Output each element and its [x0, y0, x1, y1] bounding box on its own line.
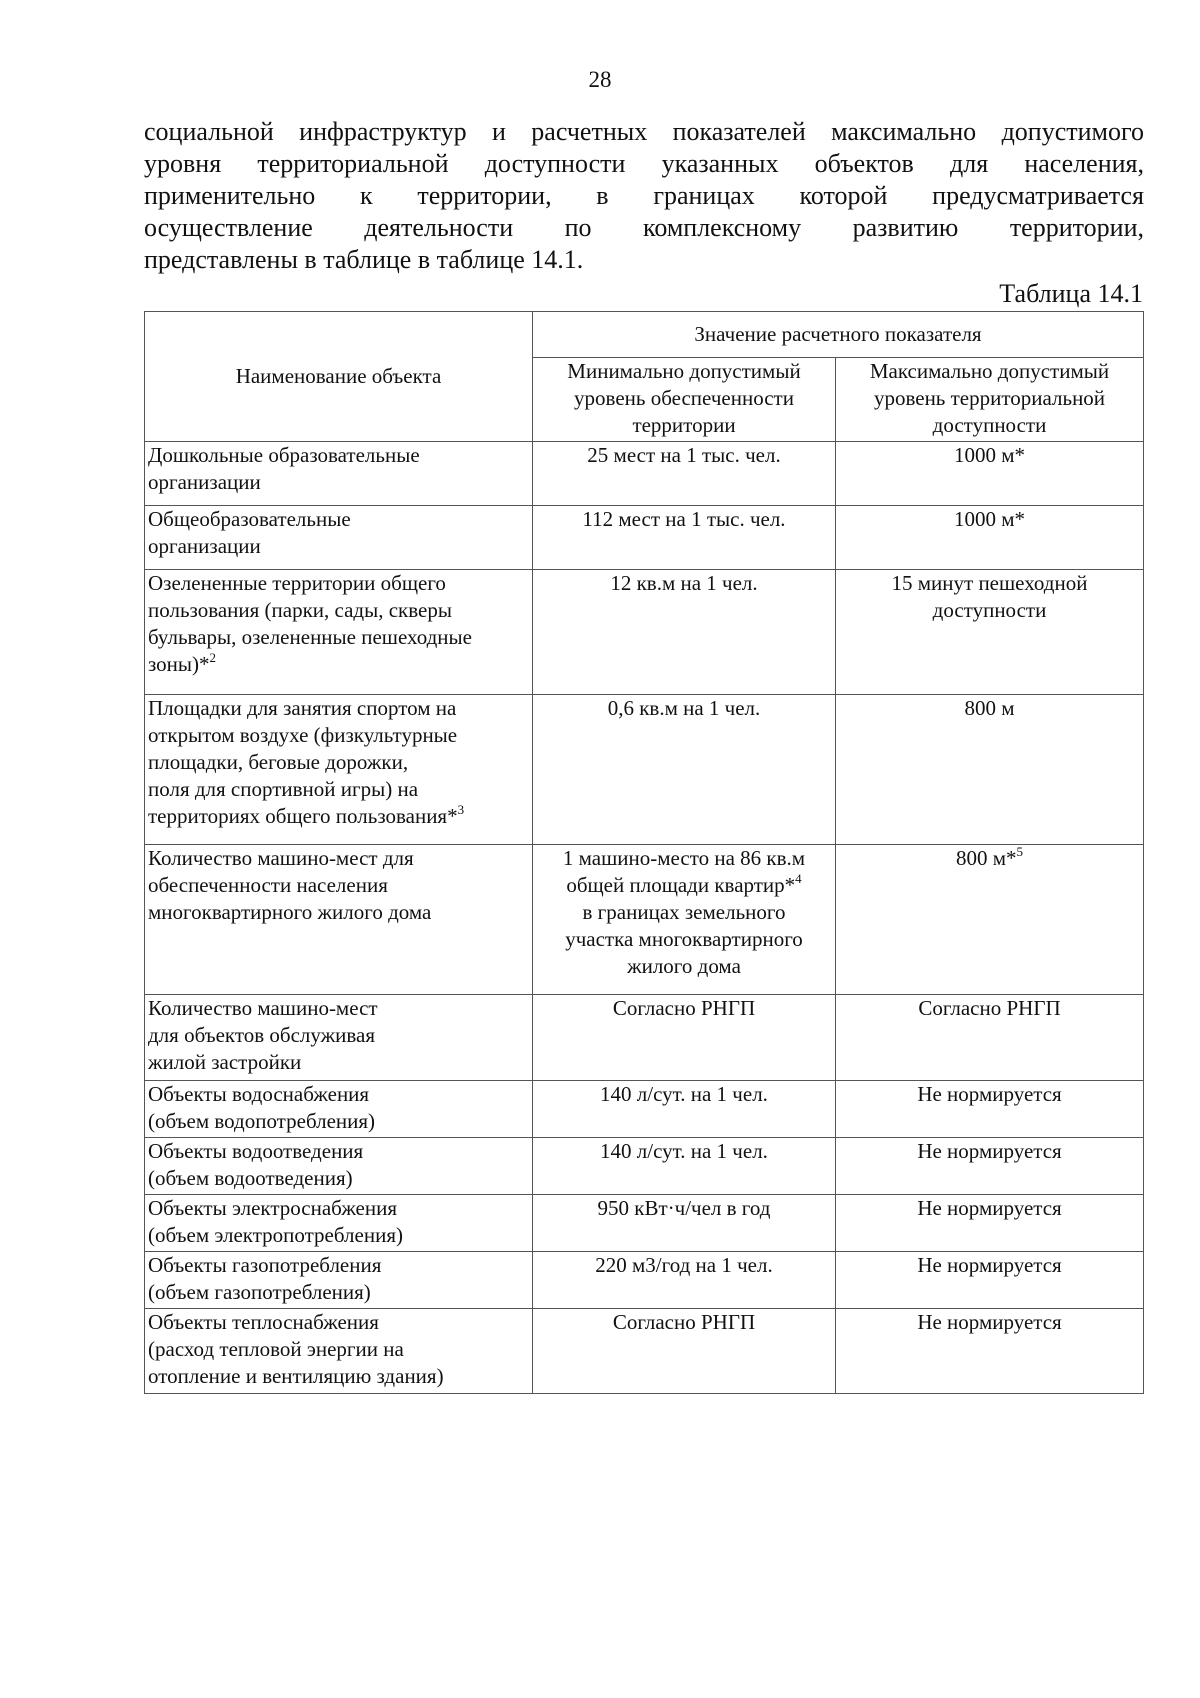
cell-line: 25 мест на 1 тыс. чел.: [587, 443, 781, 467]
cell-line: Объекты газопотребления: [148, 1253, 382, 1277]
cell-line: открытом воздухе (физкультурные: [148, 723, 458, 747]
cell-object-name: [145, 1138, 533, 1195]
cell-line: 1000 м*: [953, 507, 1026, 531]
table-row: [145, 570, 1144, 695]
cell-object-name: [145, 1081, 533, 1138]
cell-min-value: [533, 1138, 836, 1195]
cell-line: 140 л/сут. на 1 чел.: [600, 1082, 768, 1106]
table-row: [145, 1138, 1144, 1195]
cell-line: Объекты водоснабжения: [148, 1082, 370, 1106]
cell-line: (объем электропотребления): [148, 1223, 403, 1247]
cell-line: Не нормируется: [917, 1310, 1062, 1334]
cell-line: (объем водоотведения): [148, 1166, 353, 1190]
column-header-name: Наименование объекта: [145, 312, 533, 442]
cell-min-value: [533, 845, 836, 995]
cell-line: 0,6 кв.м на 1 чел.: [607, 696, 761, 720]
cell-line: Площадки для занятия спортом на: [148, 696, 457, 720]
cell-line: Не нормируется: [917, 1253, 1062, 1277]
cell-line: Согласно РНГП: [612, 1310, 756, 1334]
cell-min-value: [533, 1195, 836, 1252]
cell-line: 1 машино-место на 86 кв.м: [562, 846, 806, 870]
cell-line: Согласно РНГП: [918, 996, 1061, 1020]
table-row: [145, 1195, 1144, 1252]
cell-line: 1000 м*: [953, 443, 1026, 467]
table-row: [145, 442, 1144, 506]
cell-max-value: [836, 1081, 1144, 1138]
cell-line: доступности: [932, 598, 1047, 622]
cell-line: для объектов обслуживая: [148, 1023, 375, 1047]
table-caption: Таблица 14.1: [999, 279, 1143, 308]
cell-object-name: [145, 506, 533, 570]
cell-min-value: [533, 695, 836, 845]
cell-min-value: [533, 1081, 836, 1138]
cell-line: (объем водопотребления): [148, 1109, 376, 1133]
cell-max-value: [836, 570, 1144, 695]
cell-line: (объем газопотребления): [148, 1280, 371, 1304]
cell-line: бульвары, озелененные пешеходные: [148, 625, 472, 649]
table-row: [145, 995, 1144, 1081]
footnote-mark: 2: [209, 650, 217, 665]
cell-min-value: [533, 1309, 836, 1394]
cell-min-value: [533, 1252, 836, 1309]
cell-line: отопление и вентиляцию здания): [148, 1364, 444, 1388]
cell-line: жилого дома: [627, 954, 741, 978]
cell-line: 950 кВт·ч/чел в год: [597, 1196, 771, 1220]
cell-line: 15 минут пешеходной: [891, 571, 1088, 595]
norms-table: [144, 311, 1144, 1394]
cell-line: Общеобразовательные: [148, 507, 351, 531]
cell-line: территориях общего пользования*: [148, 804, 458, 828]
cell-line: многоквартирного жилого дома: [148, 900, 432, 924]
cell-max-value: [836, 695, 1144, 845]
footnote-mark: 3: [457, 802, 465, 817]
cell-line: Количество машино-мест для: [148, 846, 414, 870]
cell-line: обеспеченности населения: [148, 873, 388, 897]
column-group-header: Значение расчетного показателя: [533, 312, 1144, 358]
cell-max-value: [836, 506, 1144, 570]
cell-line: (расход тепловой энергии на: [148, 1337, 404, 1361]
intro-paragraph: [144, 116, 1144, 276]
cell-object-name: [145, 570, 533, 695]
cell-object-name: [145, 1309, 533, 1394]
cell-min-value: [533, 995, 836, 1081]
cell-line: поля для спортивной игры) на: [148, 777, 419, 801]
table-row: [145, 1252, 1144, 1309]
table-row: [145, 695, 1144, 845]
intro-line: применительно к территории, в границах которой предусматривается: [144, 181, 1144, 210]
footnote-mark: 4: [795, 871, 802, 886]
cell-object-name: [145, 995, 533, 1081]
cell-line: пользования (парки, сады, скверы: [148, 598, 452, 622]
cell-min-value: [533, 570, 836, 695]
intro-line: осуществление деятельности по комплексному развитию территории,: [144, 213, 1144, 242]
table-row: [145, 506, 1144, 570]
cell-line: Объекты электроснабжения: [148, 1196, 398, 1220]
table-row: [145, 845, 1144, 995]
footnote-mark: 5: [1016, 844, 1024, 859]
cell-max-value: [836, 1138, 1144, 1195]
cell-line: 800 м: [964, 696, 1015, 720]
cell-line: площадки, беговые дорожки,: [148, 750, 409, 774]
intro-line: социальной инфраструктур и расчетных показателей максимально допустимого: [144, 117, 1144, 146]
cell-max-value: [836, 1195, 1144, 1252]
cell-line: Согласно РНГП: [612, 996, 756, 1020]
cell-object-name: [145, 442, 533, 506]
cell-line: 112 мест на 1 тыс. чел.: [582, 507, 786, 531]
page-number: 28: [588, 67, 612, 92]
intro-line: представлены в таблице в таблице 14.1.: [144, 245, 584, 274]
cell-object-name: [145, 845, 533, 995]
cell-max-value: [836, 995, 1144, 1081]
cell-line: 220 м3/год на 1 чел.: [595, 1253, 773, 1277]
table-row: [145, 1309, 1144, 1394]
cell-line: Озелененные территории общего: [148, 571, 446, 595]
cell-max-value: [836, 845, 1144, 995]
cell-line: Объекты теплоснабжения: [148, 1310, 379, 1334]
cell-object-name: [145, 1252, 533, 1309]
cell-line: Количество машино-мест: [148, 996, 378, 1020]
cell-object-name: [145, 1195, 533, 1252]
cell-line: жилой застройки: [148, 1050, 302, 1074]
cell-line: зоны)*: [148, 652, 210, 676]
cell-line: Не нормируется: [917, 1139, 1062, 1163]
column-header-min: Минимально допустимый уровень обеспеченности территории: [533, 358, 836, 442]
table-row: [145, 1081, 1144, 1138]
cell-line: Дошкольные образовательные: [148, 443, 420, 467]
column-header-max: Максимально допустимый уровень территориальной доступности: [836, 358, 1144, 442]
cell-object-name: [145, 695, 533, 845]
cell-max-value: [836, 1252, 1144, 1309]
cell-line: 140 л/сут. на 1 чел.: [600, 1139, 768, 1163]
cell-max-value: [836, 442, 1144, 506]
cell-max-value: [836, 1309, 1144, 1394]
cell-line: организации: [148, 534, 261, 558]
cell-line: Объекты водоотведения: [148, 1139, 364, 1163]
cell-line: 12 кв.м на 1 чел.: [610, 571, 758, 595]
cell-line: 800 м*: [955, 846, 1017, 870]
cell-line: Не нормируется: [917, 1082, 1062, 1106]
cell-min-value: [533, 442, 836, 506]
cell-line: Не нормируется: [917, 1196, 1062, 1220]
cell-line: организации: [148, 470, 261, 494]
cell-line: участка многоквартирного: [565, 927, 803, 951]
intro-line: уровня территориальной доступности указанных объектов для населения,: [144, 149, 1144, 178]
cell-min-value: [533, 506, 836, 570]
cell-line: в границах земельного: [582, 900, 786, 924]
cell-line: общей площади квартир*: [566, 873, 796, 897]
